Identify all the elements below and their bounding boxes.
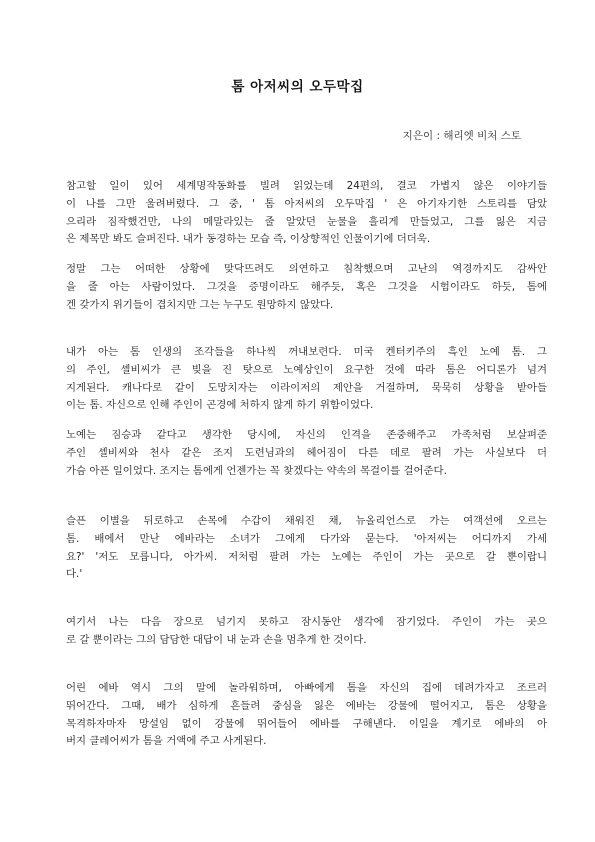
text-line: 의 주인, 셸비씨가 큰 빚을 진 탓으로 노예상인이 요구한 것에 따라 톰은 어디론가 넘겨: [66, 363, 547, 376]
paragraph-1: [66, 178, 547, 249]
paragraph-6: [66, 614, 547, 650]
paragraph-5: [66, 513, 547, 584]
text-line: 지게된다. 캐나다로 같이 도망치자는 이라이저의 제안을 거절하며, 묵묵히 상황을 받아들: [66, 381, 547, 394]
text-line: 으리라 짐작했건만, 나의 메말라있는 줄 알았던 눈물을 흘리게 만들었고, 그를 잃은 지금: [66, 215, 547, 228]
text-line: 톰. 배에서 만난 에바라는 소녀가 그에게 다가와 묻는다. '아저씨는 어디까지 가세: [66, 532, 547, 545]
text-line: 가슴 아픈 일이었다. 조지는 톰에게 언젠가는 꼭 찾겠다는 약속의 목걸이를 걸어준다.: [66, 464, 447, 477]
paragraph-7: [66, 680, 547, 751]
paragraph-3: [66, 344, 547, 415]
text-line: 요?' '저도 모릅니다, 아가씨. 저처럼 팔려 가는 노예는 주인이 가는 곳으로 갈 뿐이랍니: [66, 550, 547, 563]
text-line: 슬픈 이별을 뒤로하고 손목에 수갑이 채워진 채, 뉴올리언스로 가는 여객선에 오르는: [66, 515, 547, 527]
paragraph-4: [66, 427, 547, 480]
document-title: 톰 아저씨의 오두막집: [231, 79, 364, 95]
text-line: 목격하자마자 망설임 없이 강물에 뛰어들어 에바를 구해낸다. 이일을 계기로 에바의 아: [66, 717, 547, 730]
text-line: 은 제목만 봐도 슬퍼진다. 내가 동경하는 모습 즉, 이상향적인 인물이기에 더더욱.: [66, 233, 431, 246]
text-line: 노예는 짐승과 같다고 생각한 당시에, 자신의 인격을 존중해주고 가족처럼 보살펴준: [66, 429, 547, 441]
text-line: 을 줄 아는 사람이었다. 그것을 증명이라도 해주듯, 혹은 그것을 시험이라도 하듯, 톰에: [66, 280, 547, 293]
text-line: 버지 클레어씨가 톰을 거액에 주고 사게된다.: [66, 735, 267, 748]
text-line: 이는 톰. 자신으로 인해 주인이 곤경에 처하지 않게 하기 위함이었다.: [66, 399, 374, 412]
text-line: 주인 셸비씨와 천사 같은 조지 도련님과의 헤어짐이 다른 데로 팔려 가는 사실보다 더: [66, 446, 547, 459]
text-line: 로 갈 뿐이라는 그의 담담한 대답이 내 눈과 손을 멈추게 한 것이다.: [66, 633, 367, 646]
text-line: 정말 그는 어떠한 상황에 맞닥뜨려도 의연하고 침착했으며 고난의 역경까지도 감싸안: [66, 263, 547, 275]
text-line: 뛰어간다. 그때, 배가 심하게 흔들려 중심을 잃은 에바는 강물에 떨어지고, 톰은 상황을: [66, 699, 547, 712]
text-line: 이 나를 그만 울려버렸다. 그 중, ' 톰 아저씨의 오두막집 ' 은 아기자기한 스토리를 담았: [66, 197, 547, 210]
author-line: 지은이 : 해리엣 비처 스토: [402, 130, 521, 142]
paragraph-2: [66, 261, 547, 314]
text-line: 다.': [66, 568, 83, 581]
text-line: 참고할 일이 있어 세계명작동화를 빌려 읽었는데 24편의, 결코 가볍지 않은 이야기들: [66, 180, 547, 192]
text-line: 어린 에바 역시 그의 말에 놀라워하며, 아빠에게 톰을 자신의 집에 데려가자고 조르러: [66, 682, 547, 694]
text-line: 여기서 나는 다음 장으로 넘기지 못하고 잠시동안 생각에 잠기었다. 주인이 가는 곳으: [66, 616, 547, 628]
text-line: 겐 갖가지 위기들이 겹치지만 그는 누구도 원망하지 않았다.: [66, 298, 334, 311]
text-line: 내가 아는 톰 인생의 조각들을 하나씩 꺼내보련다. 미국 켄터키주의 흑인 노예 톰. 그: [66, 346, 547, 358]
